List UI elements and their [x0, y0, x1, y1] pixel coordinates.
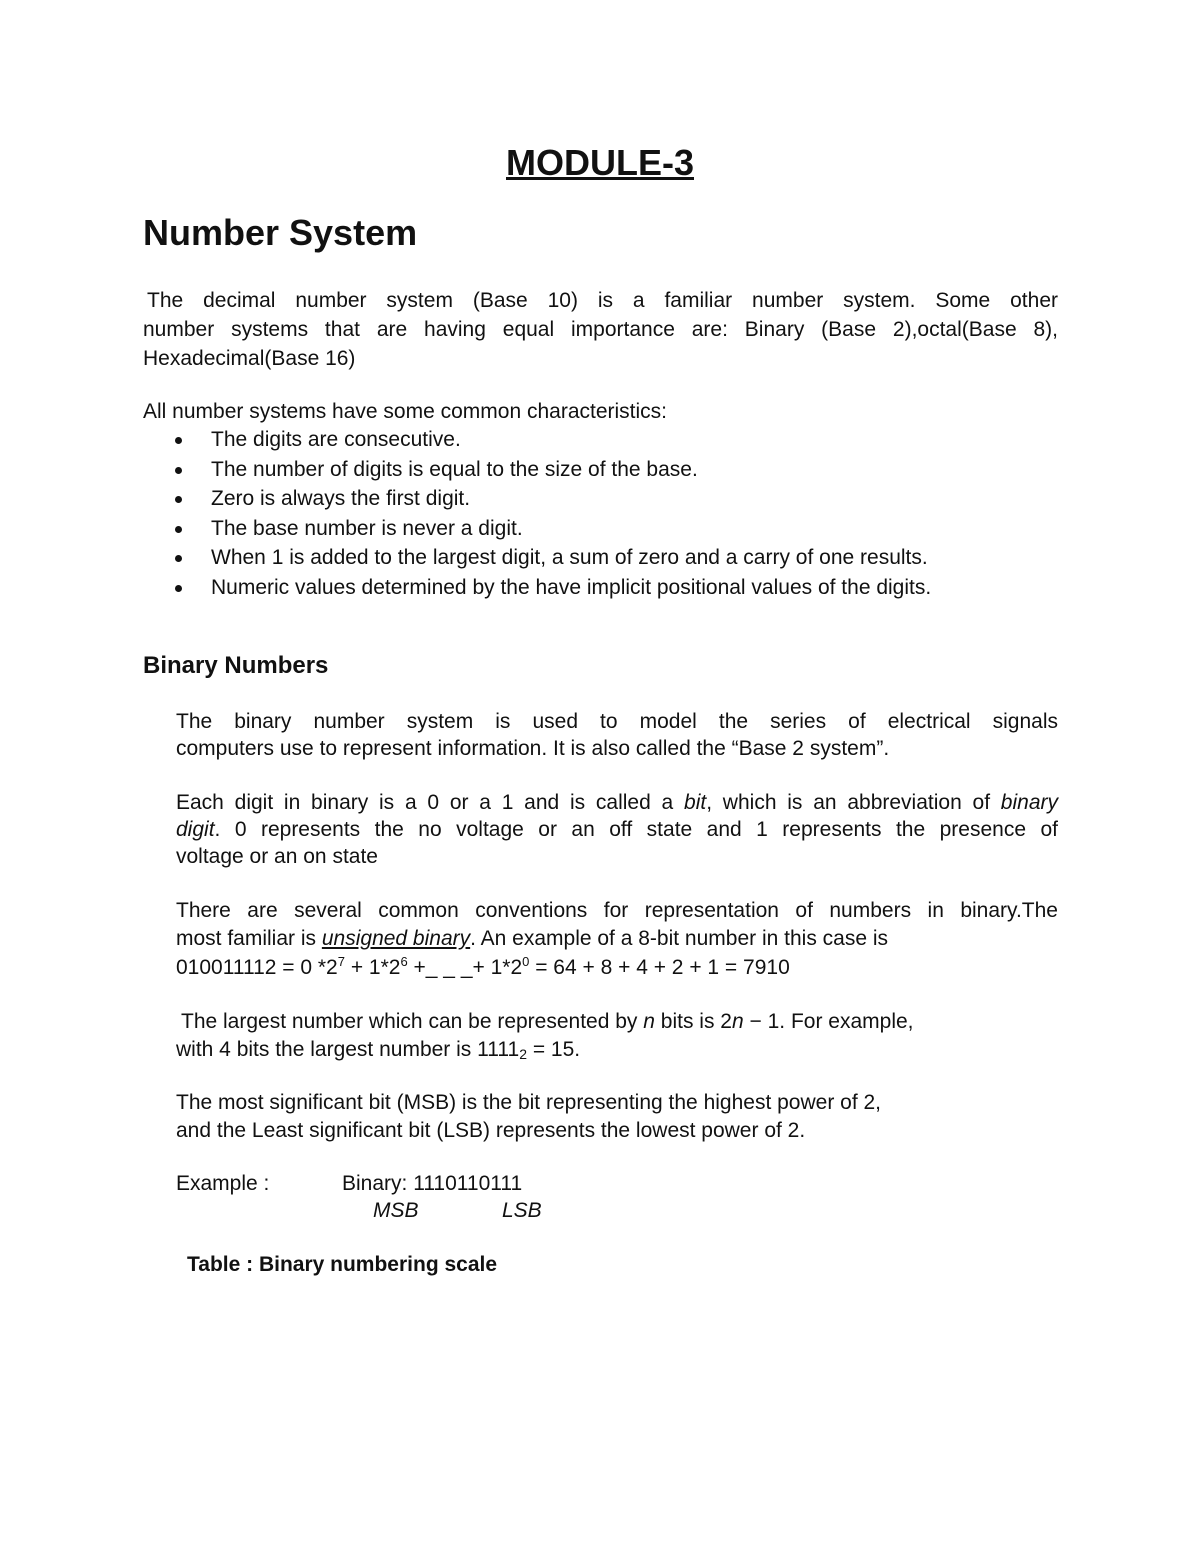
- intro-line-2: number systems that are having equal importance are: Binary (Base 2),octal(Base 8),: [143, 318, 1058, 341]
- term-bit: bit: [684, 791, 707, 814]
- term-unsigned-binary: unsigned binary: [321, 927, 471, 950]
- table-caption: Table : Binary numbering scale: [187, 1253, 498, 1276]
- binary-p3-line-2: most familiar is unsigned binary. An example of a 8-bit number in this case is: [176, 927, 889, 950]
- binary-heading: Binary Numbers: [143, 652, 329, 679]
- list-item: The number of digits is equal to the size of the base.: [173, 455, 931, 485]
- list-item: The base number is never a digit.: [173, 514, 931, 544]
- list-item: Numeric values determined by the have implicit positional values of the digits.: [173, 573, 931, 603]
- list-item: The digits are consecutive.: [173, 425, 931, 455]
- term-digit: digit: [176, 818, 215, 841]
- binary-p2-line-1: Each digit in binary is a 0 or a 1 and is called a bit, which is an abbreviation of binary: [176, 791, 1058, 814]
- msb-label: MSB: [373, 1199, 419, 1222]
- characteristics-list: [173, 425, 931, 603]
- binary-p4-line-2: with 4 bits the largest number is $1111_2 = 15$.: [176, 1038, 581, 1062]
- example-binary-value: Binary: 1110110111: [342, 1172, 523, 1195]
- binary-p1-line-1: The binary number system is used to model the series of electrical signals: [176, 710, 1058, 733]
- intro-line-1: The decimal number system (Base 10) is a familiar number system. Some other: [147, 289, 1058, 312]
- list-item: Zero is always the first digit.: [173, 484, 931, 514]
- binary-p1-line-2: computers use to represent information. It is also called the “Base 2 system”.: [176, 737, 890, 760]
- list-item: When 1 is added to the largest digit, a sum of zero and a carry of one results.: [173, 543, 931, 573]
- binary-p4-line-1: The largest number which can be represented by n bits is 2n − 1. For example,: [181, 1010, 914, 1033]
- binary-p5-line-1: The most significant bit (MSB) is the bit representing the highest power of 2,: [176, 1091, 882, 1114]
- binary-p5-line-2: and the Least significant bit (LSB) represents the lowest power of 2.: [176, 1119, 806, 1142]
- characteristics-lead: All number systems have some common characteristics:: [143, 400, 668, 423]
- module-title: MODULE-3: [506, 142, 694, 183]
- term-binary: binary: [1000, 791, 1058, 814]
- section-title: Number System: [143, 212, 418, 253]
- intro-line-3: Hexadecimal(Base 16): [143, 347, 356, 370]
- binary-p2-line-3: voltage or an on state: [176, 845, 378, 868]
- binary-p2-line-2: digit. 0 represents the no voltage or an off state and 1 represents the presence of: [176, 818, 1058, 841]
- example-label: Example :: [176, 1172, 270, 1195]
- lsb-label: LSB: [502, 1199, 542, 1222]
- binary-p3-line-1: There are several common conventions for representation of numbers in binary.The: [176, 899, 1058, 922]
- binary-example-equation: 010011112 = 0 $*2^7 + 1*2^6$ +_ _ _+ $1*2^0 = 64 + 8 + 4 + 2 + 1 = 7910$: [176, 954, 790, 979]
